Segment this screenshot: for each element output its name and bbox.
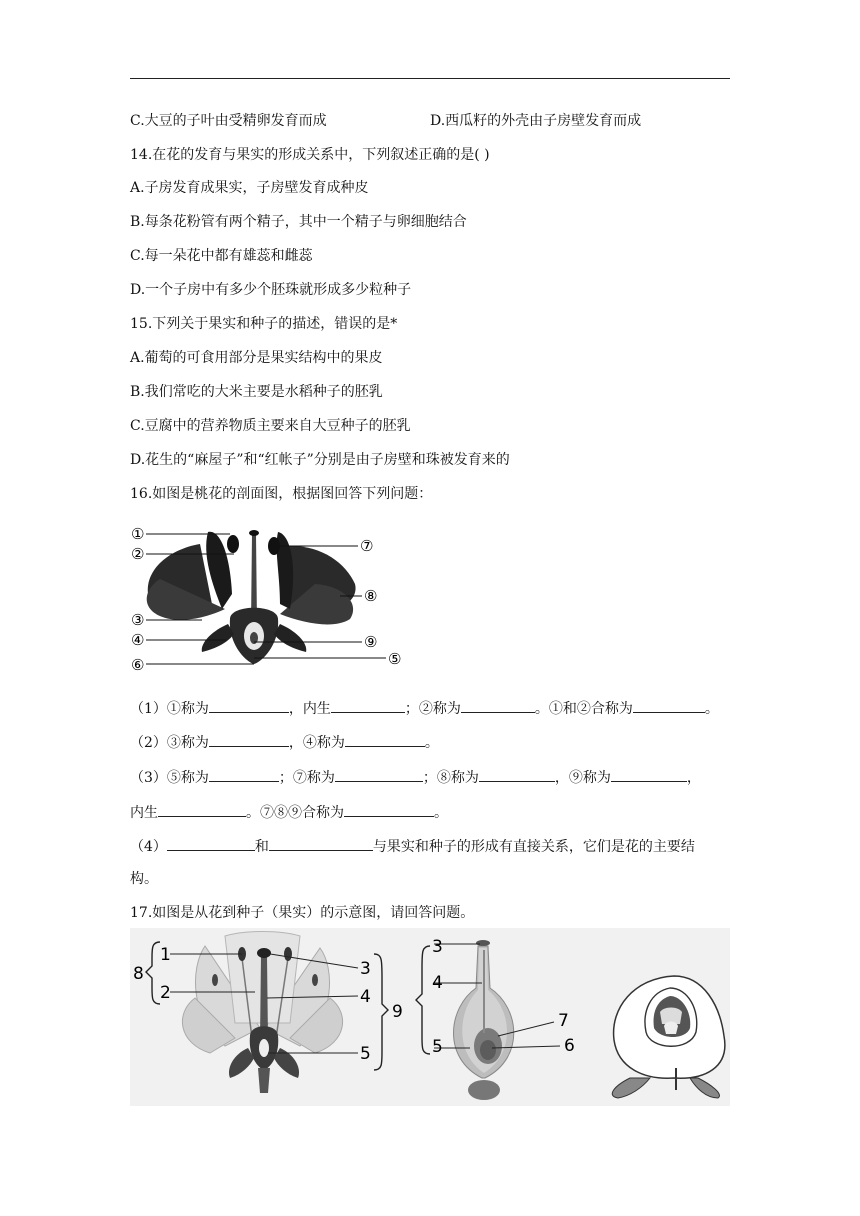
q14-option-b: B.每条花粉管有两个精子，其中一个精子与卵细胞结合 [130, 214, 467, 230]
q17-label-5: 5 [360, 1044, 371, 1064]
q16-blank-3[interactable] [461, 697, 535, 713]
header-rule [130, 78, 730, 79]
q13-options-row [130, 111, 642, 131]
q16-blank-5[interactable] [209, 731, 289, 747]
peach-flower-diagram [130, 524, 410, 674]
q16-blank-2[interactable] [331, 697, 405, 713]
q15-option-d: D.花生的“麻屋子”和“红帐子”分别是由子房壁和珠被发育来的 [130, 452, 510, 468]
q13-option-d: D.西瓜籽的外壳由子房壁发育而成 [430, 113, 642, 129]
q16-part4: （4） 和 与果实和种子的形成有直接关系，它们是花的主要结 [130, 835, 695, 857]
flower-label-4: ④ [131, 631, 145, 649]
flower-label-2: ② [131, 545, 145, 563]
q15-option-a: A.葡萄的可食用部分是果实结构中的果皮 [130, 350, 383, 366]
q15-option-b: B.我们常吃的大米主要是水稻种子的胚乳 [130, 384, 383, 400]
flower-label-6: ⑥ [131, 656, 145, 674]
q16-blank-11[interactable] [158, 801, 246, 817]
q16-part1: （1）①称为 ，内生 ；②称为 。①和②合称为 。 [130, 697, 719, 719]
q16-blank-10[interactable] [611, 766, 687, 782]
q17-label-3: 3 [360, 959, 371, 979]
q17-stem: 17.如图是从花到种子（果实）的示意图，请回答问题。 [130, 905, 475, 921]
q14-option-c: C.每一朵花中都有雄蕊和雌蕊 [130, 248, 313, 264]
q16-blank-14[interactable] [269, 835, 373, 851]
q16-part4b: 构。 [130, 871, 158, 887]
flower-label-9: ⑨ [364, 633, 378, 651]
flower-label-3: ③ [131, 611, 145, 629]
q17-pistil-label-4: 4 [432, 973, 443, 993]
q16-blank-7[interactable] [209, 766, 279, 782]
q16-part3b: 内生 。⑦⑧⑨合称为 。 [130, 801, 448, 823]
q17-pistil-label-3: 3 [432, 937, 443, 957]
q17-label-6: 6 [564, 1036, 575, 1056]
q13-option-c: C.大豆的子叶由受精卵发育而成 [130, 113, 327, 129]
q17-label-2: 2 [160, 983, 171, 1003]
flower-label-8: ⑧ [364, 587, 378, 605]
flower-label-1: ① [131, 525, 145, 543]
q14-option-d: D.一个子房中有多少个胚珠就形成多少粒种子 [130, 282, 412, 298]
q16-blank-4[interactable] [633, 697, 705, 713]
flower-to-seed-diagram [130, 928, 730, 1106]
q14-stem: 14.在花的发育与果实的形成关系中，下列叙述正确的是( ) [130, 147, 490, 163]
q17-label-1: 1 [160, 945, 171, 965]
q16-blank-1[interactable] [209, 697, 289, 713]
q17-label-8: 8 [133, 964, 144, 984]
q15-stem: 15.下列关于果实和种子的描述，错误的是* [130, 316, 398, 332]
q16-part3: （3）⑤称为 ；⑦称为 ；⑧称为 ，⑨称为 ， [130, 766, 701, 788]
q16-blank-9[interactable] [479, 766, 555, 782]
q17-label-7: 7 [558, 1011, 569, 1031]
q16-part2: （2）③称为 ，④称为 。 [130, 731, 439, 753]
flower-label-5: ⑤ [388, 650, 402, 668]
q14-option-a: A.子房发育成果实，子房壁发育成种皮 [130, 180, 369, 196]
q17-pistil-label-5: 5 [432, 1037, 443, 1057]
q15-option-c: C.豆腐中的营养物质主要来自大豆种子的胚乳 [130, 418, 411, 434]
flower-label-7: ⑦ [360, 537, 374, 555]
q16-stem: 16.如图是桃花的剖面图，根据图回答下列问题： [130, 486, 433, 502]
q16-blank-13[interactable] [167, 835, 255, 851]
q16-blank-12[interactable] [344, 801, 434, 817]
q16-blank-8[interactable] [335, 766, 423, 782]
q17-label-4: 4 [360, 987, 371, 1007]
q17-label-9: 9 [392, 1002, 403, 1022]
q16-blank-6[interactable] [345, 731, 425, 747]
